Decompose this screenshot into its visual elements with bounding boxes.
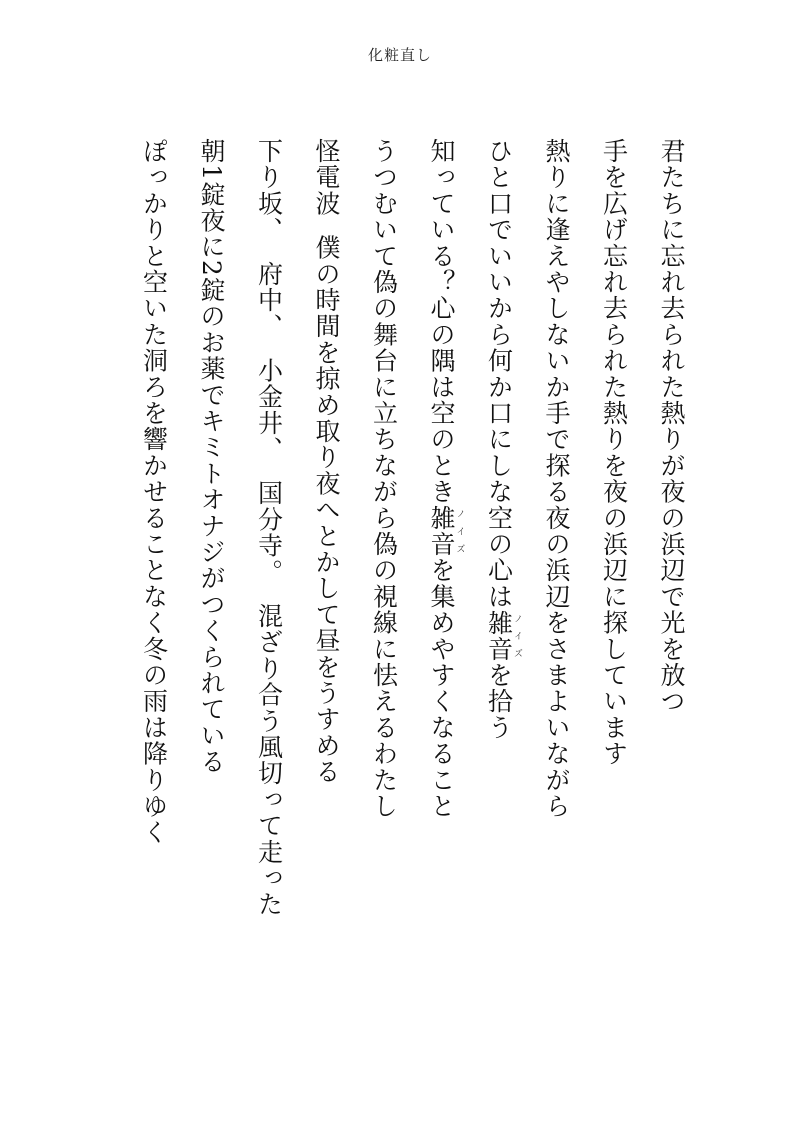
poem-line: 朝1錠夜に2錠のお薬でキミトオナジがつくられている bbox=[197, 138, 226, 775]
poem-line: うつむいて偽の舞台に立ちながら偽の視線に怯えるわたし bbox=[369, 138, 399, 820]
ruby-reading: ノイズ bbox=[454, 504, 465, 558]
poem-line-text: 小金井、 bbox=[254, 357, 284, 463]
poem-line: 君たちに忘れ去られた熱りが夜の浜辺で光を放つ bbox=[657, 138, 686, 715]
poem-body bbox=[125, 138, 700, 918]
poem-line bbox=[413, 138, 471, 838]
ruby-base: 雑音 bbox=[427, 504, 456, 558]
poem-line-text: 怪電波 bbox=[312, 138, 341, 217]
poem-line-text: 府中、 bbox=[254, 260, 284, 340]
ruby-word bbox=[484, 609, 522, 663]
ruby-word bbox=[427, 504, 465, 558]
poem-line-text: 混ざり合う風切って走った bbox=[254, 603, 284, 918]
ruby-reading: ノイズ bbox=[512, 609, 522, 663]
poem-line bbox=[240, 138, 298, 918]
poem-line-text: を集めやすくなること bbox=[427, 557, 456, 820]
page-title: 化粧直し bbox=[367, 46, 432, 64]
ruby-base: 雑音 bbox=[484, 609, 514, 663]
poem-line-text: 国分寺。 bbox=[254, 480, 284, 586]
poem-line-text: を拾う bbox=[484, 662, 514, 741]
poem-line: ぽっかりと空いた洞ろを響かせることなく冬の雨は降りゆく bbox=[139, 138, 169, 846]
poem-line: 熱りに逢えやしないか手で探る夜の浜辺をさまよいながら bbox=[542, 138, 571, 820]
poem-line-text: 知っている？心の隅は空のとき bbox=[427, 138, 456, 505]
poem-line bbox=[470, 138, 528, 838]
poem-line-text: ひと口でいいから何か口にしな空の心は bbox=[484, 138, 514, 610]
poem-line: 手を広げ忘れ去られた熱りを夜の浜辺に探しています bbox=[599, 138, 629, 767]
poem-line-text: 僕の時間を掠め取り夜へとかして昼をうすめる bbox=[312, 234, 341, 785]
poem-line bbox=[298, 138, 356, 838]
poem-line-text: 下り坂、 bbox=[254, 138, 284, 243]
